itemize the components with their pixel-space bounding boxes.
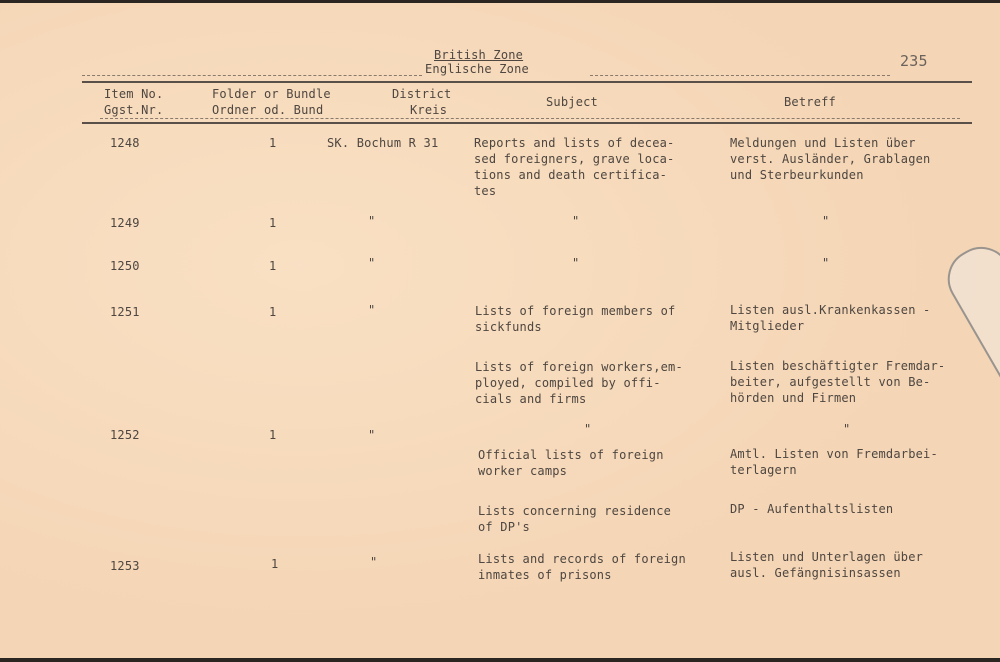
col-subject: Subject xyxy=(546,95,598,109)
district-ditto: " xyxy=(368,256,376,270)
col-folder-en: Folder or Bundle xyxy=(212,87,331,101)
betreff-ditto: " xyxy=(843,422,851,436)
item-number: 1251 xyxy=(110,305,140,319)
folder-count: 1 xyxy=(269,216,277,230)
district: SK. Bochum R 31 xyxy=(327,136,439,150)
divider xyxy=(590,75,890,76)
district-ditto: " xyxy=(368,428,376,442)
betreff: Listen und Unterlagen über ausl. Gefängnisinsassen xyxy=(730,550,924,580)
zone-title-en: British Zone xyxy=(434,48,524,62)
betreff: Listen ausl.Krankenkassen - Mitglieder xyxy=(730,303,931,333)
col-district-en: District xyxy=(392,87,452,101)
col-item-en: Item No. xyxy=(104,87,164,101)
zone-title-de: Englische Zone xyxy=(425,62,529,76)
header-top-rule xyxy=(82,81,972,83)
item-number: 1250 xyxy=(110,259,140,273)
folder-count: 1 xyxy=(269,305,277,319)
betreff: DP - Aufenthaltslisten xyxy=(730,502,894,516)
item-number: 1252 xyxy=(110,428,140,442)
subject-ditto: " xyxy=(572,256,580,270)
divider xyxy=(82,75,422,76)
folder-count: 1 xyxy=(269,259,277,273)
col-folder-de: Ordner od. Bund xyxy=(212,103,324,117)
item-number: 1248 xyxy=(110,136,140,150)
subject: Lists concerning residence of DP's xyxy=(478,504,672,534)
betreff: Amtl. Listen von Fremdarbei- terlagern xyxy=(730,447,938,477)
page-number: 235 xyxy=(900,52,928,70)
divider xyxy=(100,118,960,119)
subject-ditto: " xyxy=(584,422,592,436)
betreff-ditto: " xyxy=(822,214,830,228)
subject-ditto: " xyxy=(572,214,580,228)
betreff: Listen beschäftigter Fremdar- beiter, aufgestellt von Be- hörden und Firmen xyxy=(730,359,946,405)
subject: Official lists of foreign worker camps xyxy=(478,448,664,478)
glare xyxy=(937,236,1000,384)
folder-count: 1 xyxy=(269,428,277,442)
item-number: 1253 xyxy=(110,559,140,573)
district-ditto: " xyxy=(370,555,378,569)
subject: Reports and lists of decea- sed foreigners, grave loca- tions and death certifica- tes xyxy=(474,136,675,198)
header-bottom-rule xyxy=(82,122,972,124)
district-ditto: " xyxy=(368,303,376,317)
subject: Lists of foreign members of sickfunds xyxy=(475,304,676,334)
col-district-de: Kreis xyxy=(410,103,448,117)
betreff-ditto: " xyxy=(822,256,830,270)
folder-count: 1 xyxy=(269,136,277,150)
subject: Lists and records of foreign inmates of prisons xyxy=(478,552,686,582)
district-ditto: " xyxy=(368,214,376,228)
folder-count: 1 xyxy=(271,557,279,571)
item-number: 1249 xyxy=(110,216,140,230)
subject: Lists of foreign workers,em- ployed, compiled by offi- cials and firms xyxy=(475,360,683,406)
betreff: Meldungen und Listen über verst. Ausländer, Grablagen und Sterbeurkunden xyxy=(730,136,931,182)
col-item-de: Ggst.Nr. xyxy=(104,103,164,117)
col-betreff: Betreff xyxy=(784,95,836,109)
document-page xyxy=(0,3,1000,658)
